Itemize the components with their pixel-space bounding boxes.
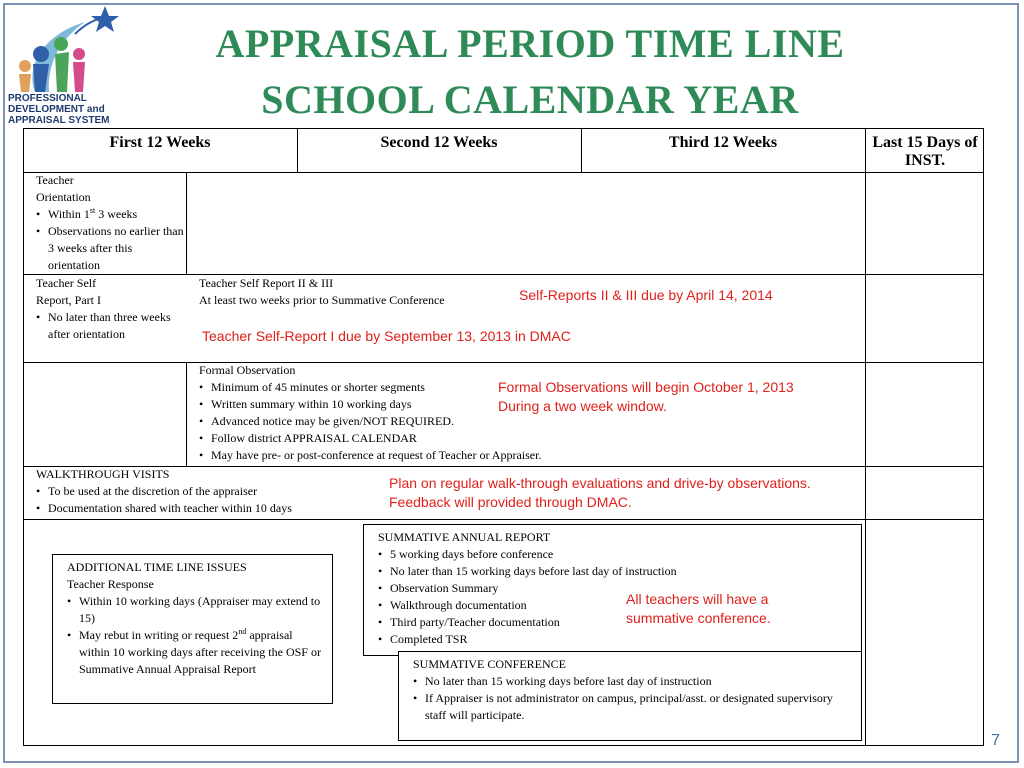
title-line-1: APPRAISAL PERIOD TIME LINE <box>215 21 845 66</box>
orientation-bullet-1: • Within 1st 3 weeks <box>48 206 184 223</box>
formal-bullet: • May have pre- or post-conference at request of Teacher or Appraiser. <box>211 447 639 464</box>
summative-conference-bullet: • No later than 15 working days before last day of instruction <box>425 673 855 690</box>
summative-report-bullet: • Observation Summary <box>390 580 855 597</box>
logo-text: PROFESSIONAL DEVELOPMENT and APPRAISAL SYSTEM <box>8 93 110 126</box>
formal-bullet: • Follow district APPRAISAL CALENDAR <box>211 430 639 447</box>
summative-report-bullet: • Third party/Teacher documentation <box>390 614 855 631</box>
note-self-report-1: Teacher Self-Report I due by September 13, 2013 in DMAC <box>202 328 571 344</box>
self-report-bullet: • No later than three weeks after orientation <box>48 309 176 343</box>
self-report-2-3-cell: Teacher Self Report II & III At least two weeks prior to Summative Conference <box>199 276 445 307</box>
formal-bullet: • Advanced notice may be given/NOT REQUIRED. <box>211 413 639 430</box>
note-summative-conference: All teachers will have a summative conference. <box>626 591 771 626</box>
header-second-12-weeks: Second 12 Weeks <box>380 134 498 151</box>
self-report-part-1-cell: Teacher Self Report, Part I • No later than three weeks after orientation <box>36 275 176 343</box>
header-third-12-weeks: Third 12 Weeks <box>668 134 778 151</box>
walkthrough-bullet: • Documentation shared with teacher within 10 days <box>48 500 376 517</box>
formal-observation-cell: Formal Observation • Minimum of 45 minutes or shorter segments • Written summary within 10 working days • Advanced notice may be given/NOT REQUIRED. • Follow district APPRAISAL CALENDAR • May have pre- or post-conference at request of Teacher or Appraiser. <box>199 362 639 464</box>
walkthrough-bullet: • To be used at the discretion of the appraiser <box>48 483 376 500</box>
summative-report-bullet: • Walkthrough documentation <box>390 597 855 614</box>
summative-report-bullet: • No later than 15 working days before last day of instruction <box>390 563 855 580</box>
additional-bullet: • Within 10 working days (Appraiser may extend to 15) <box>79 593 326 627</box>
formal-bullet: • Minimum of 45 minutes or shorter segments <box>211 379 639 396</box>
formal-bullet: • Written summary within 10 working days <box>211 396 639 413</box>
page-number: 7 <box>991 732 1000 749</box>
summative-report-box: SUMMATIVE ANNUAL REPORT • 5 working days before conference • No later than 15 working days before last day of instruction • Observation Summary • Walkthrough documentation • Third party/Teacher documentation • Completed TSR <box>363 524 862 656</box>
summative-conference-box: SUMMATIVE CONFERENCE • No later than 15 working days before last day of instruction • If Appraiser is not administrator on campus, principal/asst. or designated supervisory staff will participate. <box>398 651 862 741</box>
orientation-bullet-2: • Observations no earlier than 3 weeks after this orientation <box>48 223 184 274</box>
header-first-12-weeks: First 12 Weeks <box>109 134 211 151</box>
summative-report-bullet: • Completed TSR <box>390 631 855 648</box>
note-walkthrough: Plan on regular walk-through evaluations and drive-by observations. Feedback will provided through DMAC. <box>389 475 811 510</box>
note-self-reports: Self-Reports II & III due by April 14, 2014 <box>519 287 773 303</box>
summative-conference-bullet: • If Appraiser is not administrator on campus, principal/asst. or designated supervisory staff will participate. <box>425 690 855 724</box>
summative-report-bullet: • 5 working days before conference <box>390 546 855 563</box>
walkthrough-cell: WALKTHROUGH VISITS • To be used at the discretion of the appraiser • Documentation shared with teacher within 10 days <box>36 466 376 517</box>
title-line-2: SCHOOL CALENDAR YEAR <box>261 77 799 122</box>
note-formal-observations: Formal Observations will begin October 1, 2013 During a two week window. <box>498 379 794 414</box>
teacher-orientation-cell: Teacher Orientation • Within 1st 3 weeks • Observations no earlier than 3 weeks after this orientation <box>36 172 184 274</box>
header-last-15-days: Last 15 Days of INST. <box>872 134 978 169</box>
additional-bullet: • May rebut in writing or request 2nd appraisal within 10 working days after receiving the OSF or Summative Annual Appraisal Report <box>79 627 326 678</box>
additional-timeline-box: ADDITIONAL TIME LINE ISSUES Teacher Response • Within 10 working days (Appraiser may extend to 15) • May rebut in writing or request 2nd appraisal within 10 working days after receiving the OSF or Summative Annual Appraisal Report <box>52 554 333 704</box>
